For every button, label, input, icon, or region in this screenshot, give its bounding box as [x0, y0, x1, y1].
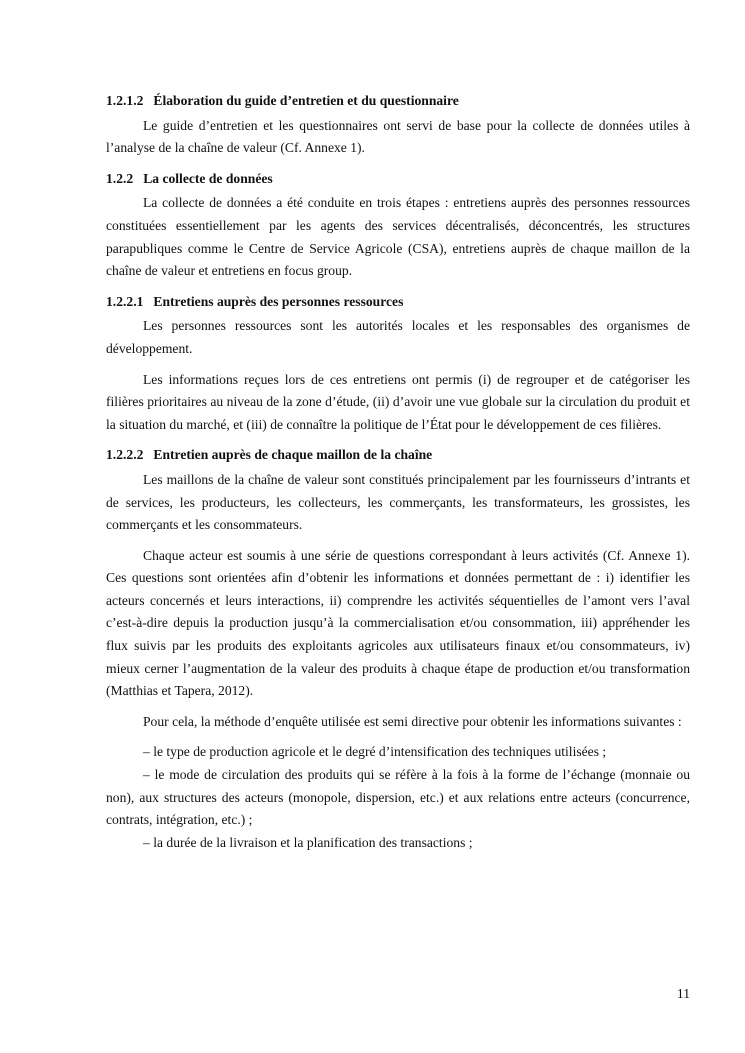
section-heading-1-2-1-2 [106, 90, 690, 113]
paragraph: Les maillons de la chaîne de valeur sont constitués principalement par les fournisseurs d’intrants et de services, les producteurs, les collecteurs, les commerçants, les transformateurs, les grossistes, les commerçants et les consommateurs. [106, 471, 690, 533]
section-number: 1.2.1.2 [106, 93, 144, 108]
paragraph: La collecte de données a été conduite en trois étapes : entretiens auprès des personnes ressources constituées essentiellement par les agents des services décentralisés, déconcentrés, les structures parapubliques comme le Centre de Service Agricole (CSA), entretiens auprès de chaque maillon de la chaîne de valeur et entretiens en focus group. [106, 195, 690, 279]
paragraph: Les personnes ressources sont les autorités locales et les responsables des organismes de développement. [106, 318, 690, 356]
section-number: 1.2.2.1 [106, 293, 144, 309]
paragraph: Chaque acteur est soumis à une série de questions correspondant à leurs activités (Cf. Annexe 1). Ces questions sont orientées afin d’obtenir les informations et données permettant de : i) identifier les acteurs concernés et leurs interactions, ii) comprendre les activités séquentielles de l’amont vers l’aval c’est-à-dire depuis la production jusqu’à la commercialisation et/ou consommation, iii) appréhender les flux suivis par les produits des exploitants agricoles aux utilisateurs finaux et/ou consommateurs, iv) mieux cerner l’augmentation de la valeur des produits à chaque étape de production et/ou transformation (Matthias et Tapera, 2012). [106, 547, 690, 699]
section-heading-1-2-2 [106, 168, 690, 191]
section-title: Entretien auprès de chaque maillon de la chaîne [153, 447, 433, 463]
section-heading-1-2-2-1 [106, 291, 690, 314]
section-heading-1-2-2-2 [106, 444, 690, 467]
document-body [106, 90, 690, 854]
section-title: Entretiens auprès des personnes ressources [153, 293, 404, 309]
section-title: La collecte de données [143, 170, 273, 186]
paragraph: Pour cela, la méthode d’enquête utilisée est semi directive pour obtenir les informations suivantes : [143, 713, 682, 729]
list-item: – le mode de circulation des produits qui se réfère à la fois à la forme de l’échange (monnaie ou non), aux structures des acteurs (monopole, dispersion, etc.) et aux relations entre acteurs (concurrence, contrats, intégration, etc.) ; [106, 767, 690, 828]
section-title: Élaboration du guide d’entretien et du questionnaire [153, 93, 459, 108]
page-number: 11 [676, 986, 690, 1001]
section-number: 1.2.2.2 [106, 447, 144, 463]
list-item: – le type de production agricole et le degré d’intensification des techniques utilisées ; [143, 744, 607, 760]
list-item: – la durée de la livraison et la planification des transactions ; [143, 834, 473, 850]
paragraph: Les informations reçues lors de ces entretiens ont permis (i) de regrouper et de catégoriser les filières prioritaires au niveau de la zone d’étude, (ii) d’avoir une vue globale sur la circulation du produit et la situation du marché, et (iii) de connaître la politique de l’État pour le développement de ces filières. [106, 371, 690, 432]
paragraph: Le guide d’entretien et les questionnaires ont servi de base pour la collecte de données utiles à l’analyse de la chaîne de valeur (Cf. Annexe 1). [106, 117, 690, 156]
section-number: 1.2.2 [106, 170, 134, 186]
